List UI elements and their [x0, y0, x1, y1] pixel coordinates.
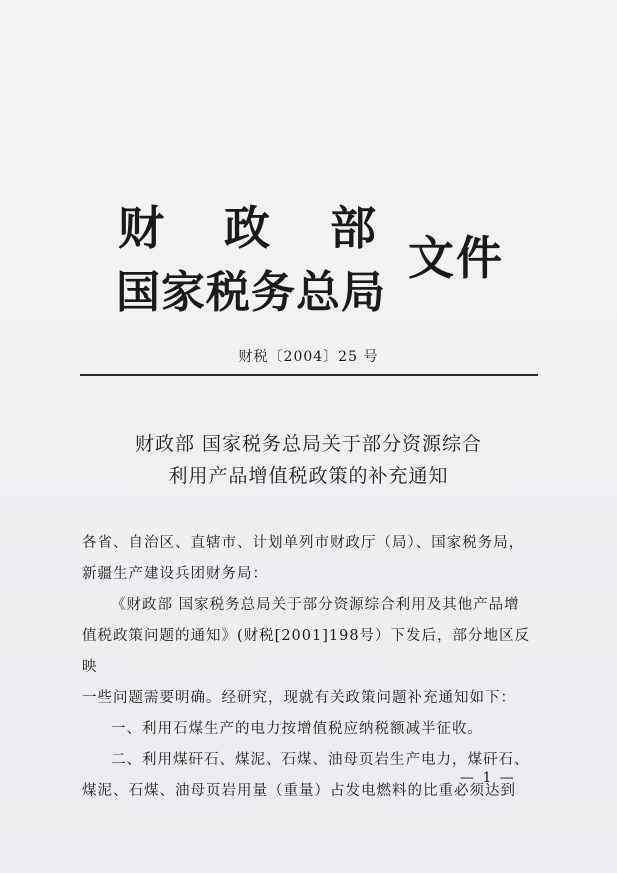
addressee-line: 新疆生产建设兵团财务局： — [82, 566, 268, 582]
issuer-char: 政 — [224, 201, 270, 255]
document-title — [0, 428, 617, 492]
paragraph-line: 《财政部 国家税务总局关于部分资源综合利用及其他产品增 — [111, 597, 520, 613]
addressee-line: 各省、自治区、直辖市、计划单列市财政厅（局）、国家税务局， — [82, 535, 525, 551]
clause-1: 一、利用石煤生产的电力按增值税应纳税额减半征收。 — [111, 721, 483, 737]
clause-2-line: 二、利用煤矸石、煤泥、石煤、油母页岩生产电力，煤矸石、 — [111, 752, 530, 768]
document-number: 财税〔2004〕25 号 — [238, 349, 379, 365]
paragraph-line: 一些问题需要明确。经研究，现就有关政策问题补充通知如下： — [82, 690, 516, 706]
document-type-label: 文件 — [408, 231, 504, 285]
document-body — [82, 528, 544, 807]
issuer-char: 部 — [330, 201, 376, 255]
title-line: 利用产品增值税政策的补充通知 — [168, 465, 449, 487]
issuer-char: 财 — [118, 201, 164, 255]
header-divider — [80, 374, 538, 376]
paragraph-line: 值税政策问题的通知》(财税[2001]198号）下发后，部分地区反映 — [82, 628, 531, 675]
issuer-state-tax-administration: 国家税务总局 — [116, 267, 386, 318]
clause-2-line: 煤泥、石煤、油母页岩用量（重量）占发电燃料的比重必须达到 — [82, 783, 516, 799]
page-number: — 1 — — [460, 770, 516, 786]
title-line: 财政部 国家税务总局关于部分资源综合 — [134, 433, 483, 455]
issuer-ministry-of-finance — [118, 192, 376, 258]
